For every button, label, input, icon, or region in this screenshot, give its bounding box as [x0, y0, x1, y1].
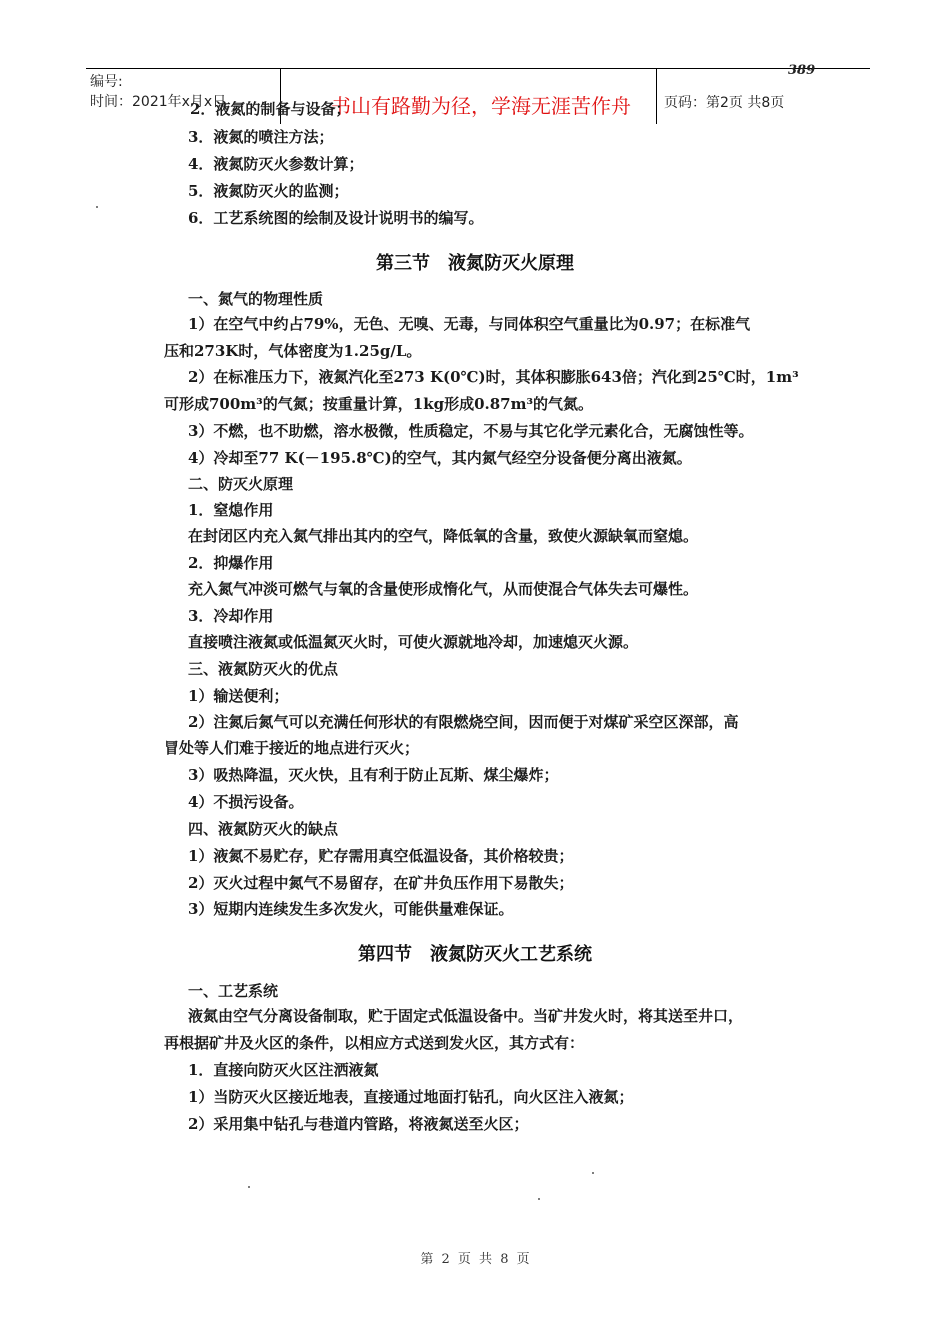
subheading: 一、氮气的物理性质: [188, 290, 324, 308]
body-line: 2）在标准压力下，液氮汽化至273 K(0℃)时，其体积膨胀643倍；汽化到25℃时，1m³: [188, 368, 799, 386]
section-title: 第三节 液氮防灭火原理: [376, 253, 574, 274]
body-line: 3）吸热降温，灭火快，且有利于防止瓦斯、煤尘爆炸；: [188, 766, 559, 784]
body-line: 2）灭火过程中氮气不易留存，在矿井负压作用下易散失；: [188, 874, 574, 892]
subheading: 三、液氮防灭火的优点: [188, 660, 339, 678]
body-line: 2．液氮的制备与设备；: [190, 100, 351, 118]
body-line: 压和273K时，气体密度为1.25g/L。: [164, 342, 422, 360]
scan-speck: [592, 1172, 594, 1174]
body-line: 3．冷却作用: [188, 607, 274, 625]
header-motto: 书山有路勤为径，学海无涯苦作舟: [331, 94, 631, 118]
page-footer: 第 2 页 共 8 页: [420, 1252, 530, 1267]
body-line: 1）当防灭火区接近地表，直接通过地面打钻孔，向火区注入液氮；: [188, 1088, 634, 1106]
body-line: 5．液氮防灭火的监测；: [188, 182, 349, 200]
subheading: 一、工艺系统: [188, 982, 279, 1000]
subheading: 四、液氮防灭火的缺点: [188, 820, 339, 838]
body-line: 3）短期内连续发生多次发火，可能供量难保证。: [188, 900, 514, 918]
header-divider-right: [656, 68, 657, 124]
body-line: 再根据矿井及火区的条件，以相应方式送到发火区，其方式有：: [164, 1034, 585, 1052]
body-line: 液氮由空气分离设备制取，贮于固定式低温设备中。当矿井发火时，将其送至井口，: [188, 1007, 744, 1025]
subheading: 二、防灭火原理: [188, 475, 294, 493]
body-line: 1）液氮不易贮存，贮存需用真空低温设备，其价格较贵；: [188, 847, 574, 865]
body-line: 在封闭区内充入氮气排出其内的空气，降低氧的含量，致使火源缺氧而窒熄。: [188, 527, 699, 545]
body-line: 2）注氮后氮气可以充满任何形状的有限燃烧空间，因而便于对煤矿采空区深部，高: [188, 713, 739, 731]
body-line: 充入氮气冲淡可燃气与氧的含量使形成惰化气，从而使混合气体失去可爆性。: [188, 580, 699, 598]
scan-speck: [248, 1186, 250, 1188]
body-line: 冒处等人们难于接近的地点进行灭火；: [164, 739, 420, 757]
body-line: 1．窒熄作用: [188, 501, 274, 519]
header-number-label: 编号:: [90, 74, 123, 90]
header-rule: [86, 68, 870, 69]
body-line: 1．直接向防灭火区注洒液氮: [188, 1061, 379, 1079]
body-line: 2．抑爆作用: [188, 554, 274, 572]
scan-speck: [538, 1198, 540, 1200]
header-page-info: 页码：第2页 共8页: [664, 95, 785, 111]
body-line: 1）输送便利；: [188, 687, 289, 705]
body-line: 直接喷注液氮或低温氮灭火时，可使火源就地冷却，加速熄灭火源。: [188, 633, 639, 651]
body-line: 1）在空气中约占79%，无色、无嗅、无毒，与同体积空气重量比为0.97；在标准气: [188, 315, 751, 333]
body-line: 4）冷却至77 K(－195.8℃)的空气，其内氮气经空分设备便分离出液氮。: [188, 449, 692, 467]
body-line: 6．工艺系统图的绘制及设计说明书的编写。: [188, 209, 484, 227]
scan-speck: [96, 206, 98, 208]
body-line: 2）采用集中钻孔与巷道内管路，将液氮送至火区；: [188, 1115, 529, 1133]
body-line: 4．液氮防灭火参数计算；: [188, 155, 364, 173]
body-line: 可形成700m³的气氮；按重量计算，1kg形成0.87m³的气氮。: [164, 395, 594, 413]
body-line: 4）不损污设备。: [188, 793, 304, 811]
body-line: 3．液氮的喷注方法；: [188, 128, 334, 146]
header-time-label: 时间：2021年x月x日: [90, 94, 227, 110]
body-line: 3）不燃，也不助燃，溶水极微，性质稳定，不易与其它化学元素化合，无腐蚀性等。: [188, 422, 754, 440]
section-title: 第四节 液氮防灭火工艺系统: [358, 944, 592, 965]
scanned-page-number: 389: [788, 63, 816, 78]
